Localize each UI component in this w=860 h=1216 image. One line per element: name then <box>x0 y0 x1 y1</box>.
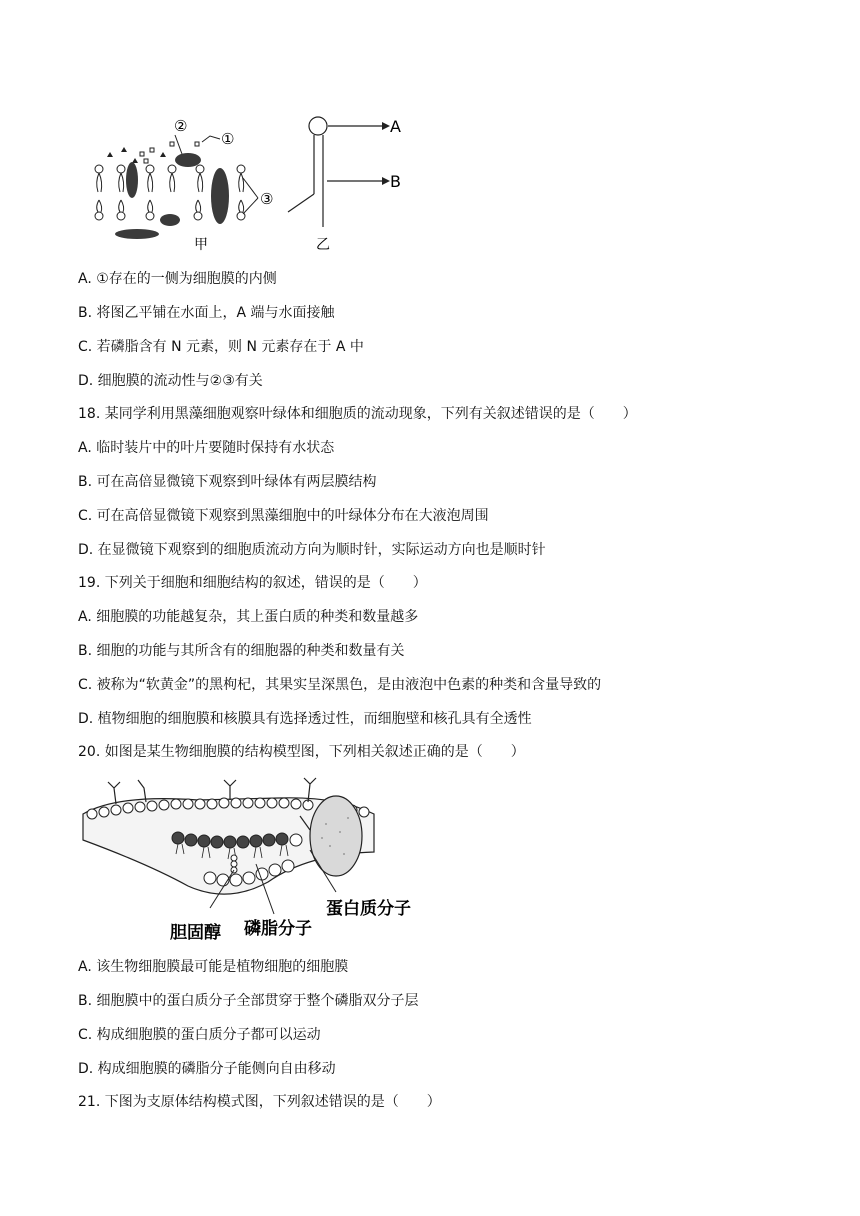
q18-option-a: A. 临时装片中的叶片要随时保持有水状态 <box>78 440 335 456</box>
arrow-b-label: B <box>390 172 401 191</box>
arrow-a-label: A <box>390 117 401 136</box>
q17-option-b: B. 将图乙平铺在水面上，A 端与水面接触 <box>78 305 335 321</box>
protein-label: 蛋白质分子 <box>326 899 411 919</box>
label-1: ① <box>221 130 235 148</box>
q20-option-d: D. 构成细胞膜的磷脂分子能侧向自由移动 <box>78 1061 336 1077</box>
q17-option-c: C. 若磷脂含有 N 元素，则 N 元素存在于 A 中 <box>78 339 364 355</box>
q19-option-a: A. 细胞膜的功能越复杂，其上蛋白质的种类和数量越多 <box>78 609 419 625</box>
membrane-figure-jia-yi <box>80 112 420 257</box>
q19-option-b: B. 细胞的功能与其所含有的细胞器的种类和数量有关 <box>78 643 405 659</box>
q20-stem: 20. 如图是某生物细胞膜的结构模型图，下列相关叙述正确的是（ ） <box>78 744 525 760</box>
part-yi-label: 乙 <box>316 237 330 253</box>
q20-option-a: A. 该生物细胞膜最可能是植物细胞的细胞膜 <box>78 959 349 975</box>
label-2: ② <box>174 117 188 135</box>
q18-stem: 18. 某同学利用黑藻细胞观察叶绿体和细胞质的流动现象，下列有关叙述错误的是（ ） <box>78 406 637 422</box>
q21-stem: 21. 下图为支原体结构模式图，下列叙述错误的是（ ） <box>78 1094 441 1110</box>
q20-option-c: C. 构成细胞膜的蛋白质分子都可以运动 <box>78 1027 321 1043</box>
q18-option-c: C. 可在高倍显微镜下观察到黑藻细胞中的叶绿体分布在大液泡周围 <box>78 508 489 524</box>
q19-stem: 19. 下列关于细胞和细胞结构的叙述，错误的是（ ） <box>78 575 427 591</box>
cholesterol-label: 胆固醇 <box>170 923 221 943</box>
membrane-model-figure <box>78 774 438 946</box>
q19-option-d: D. 植物细胞的细胞膜和核膜具有选择透过性，而细胞壁和核孔具有全透性 <box>78 711 532 727</box>
q18-option-d: D. 在显微镜下观察到的细胞质流动方向为顺时针，实际运动方向也是顺时针 <box>78 542 546 558</box>
q17-option-d: D. 细胞膜的流动性与②③有关 <box>78 373 263 389</box>
phospholipid-label: 磷脂分子 <box>244 919 312 939</box>
q17-option-a: A. ①存在的一侧为细胞膜的内侧 <box>78 271 277 287</box>
part-jia-label: 甲 <box>194 237 208 253</box>
q20-option-b: B. 细胞膜中的蛋白质分子全部贯穿于整个磷脂双分子层 <box>78 993 419 1009</box>
label-3: ③ <box>260 190 274 208</box>
q18-option-b: B. 可在高倍显微镜下观察到叶绿体有两层膜结构 <box>78 474 377 490</box>
q19-option-c: C. 被称为“软黄金”的黑枸杞，其果实呈深黑色，是由液泡中色素的种类和含量导致的 <box>78 677 602 693</box>
